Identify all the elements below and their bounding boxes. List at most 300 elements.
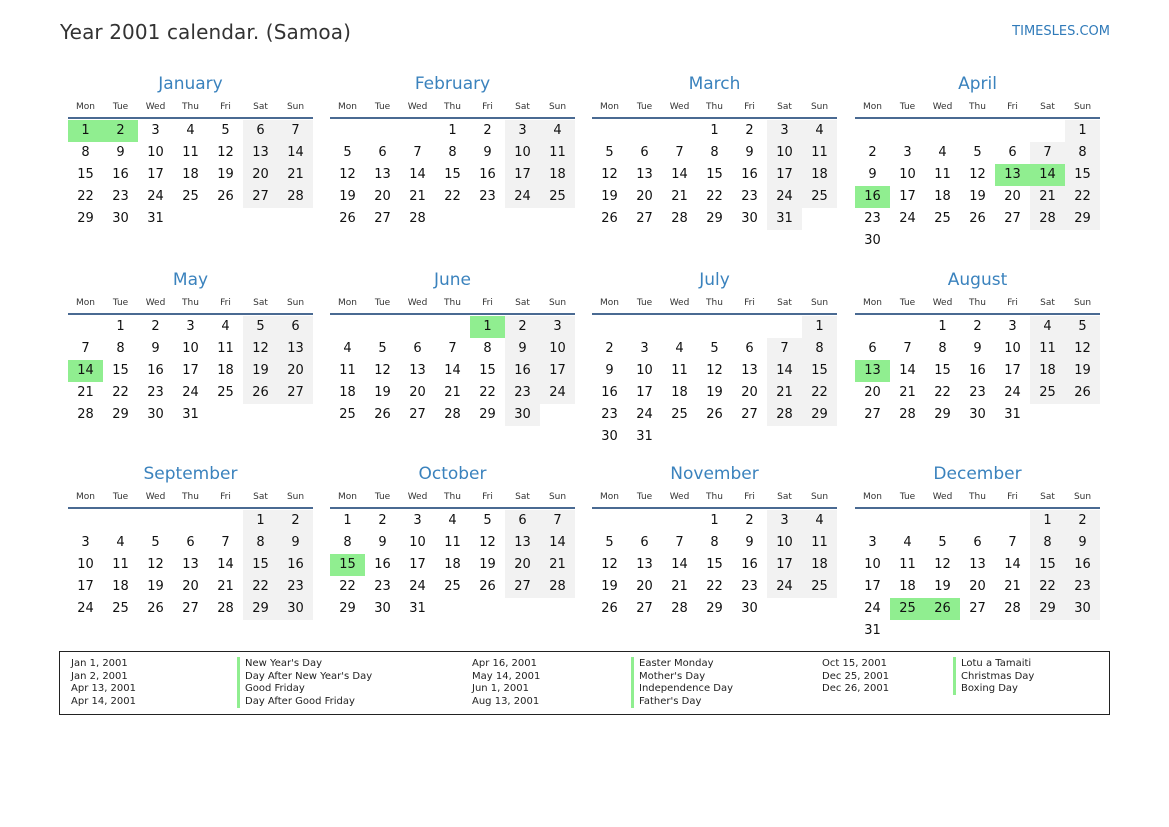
day-cell: 16 (969, 363, 986, 378)
day-cell: 15 (444, 167, 461, 182)
weekday-label: Fri (220, 298, 231, 308)
legend-date: Dec 25, 2001 (822, 670, 890, 682)
day-cell: 8 (81, 145, 90, 160)
day-cell: 14 (767, 360, 802, 382)
day-cell: 13 (969, 557, 986, 572)
day-cell: 17 (636, 385, 653, 400)
day-cell: 10 (147, 145, 164, 160)
day-cell: 7 (767, 338, 802, 360)
weekday-header (68, 492, 313, 504)
weekday-label: Fri (482, 298, 493, 308)
day-cell: 29 (112, 407, 129, 422)
day-cell: 9 (116, 145, 125, 160)
day-cell: 18 (540, 164, 575, 186)
day-cell: 27 (741, 407, 758, 422)
day-cell: 4 (802, 510, 837, 532)
day-cell: 16 (147, 363, 164, 378)
day-cell: 22 (77, 189, 94, 204)
day-cell: 8 (802, 338, 837, 360)
day-cell: 19 (243, 360, 278, 382)
day-cell: 12 (934, 557, 951, 572)
day-cell: 21 (899, 385, 916, 400)
month-name: January (158, 74, 223, 94)
weekday-label: Mon (600, 102, 619, 112)
weekday-label: Thu (706, 298, 723, 308)
weekday-label: Sat (777, 102, 792, 112)
weekday-label: Mon (76, 102, 95, 112)
day-cell: 30 (864, 233, 881, 248)
day-cell: 3 (903, 145, 912, 160)
day-cell: 9 (605, 363, 614, 378)
day-cell: 28 (1004, 601, 1021, 616)
day-cell: 20 (1004, 189, 1021, 204)
weekday-label: Tue (636, 492, 653, 502)
day-cell: 25 (444, 579, 461, 594)
day-cell: 14 (217, 557, 234, 572)
month-name: August (947, 270, 1008, 290)
day-cell: 7 (540, 510, 575, 532)
day-cell: 28 (217, 601, 234, 616)
day-cell: 2 (1065, 510, 1100, 532)
day-cell: 30 (374, 601, 391, 616)
holiday-day-cell: 1 (68, 120, 103, 142)
day-cell: 29 (243, 598, 278, 620)
day-cell: 13 (243, 142, 278, 164)
day-cell: 31 (1004, 407, 1021, 422)
header-divider (330, 507, 575, 509)
weekday-header (330, 298, 575, 310)
header-divider (330, 313, 575, 315)
day-cell: 28 (444, 407, 461, 422)
day-cell: 3 (81, 535, 90, 550)
day-cell: 20 (409, 385, 426, 400)
day-cell: 12 (147, 557, 164, 572)
legend-date: Apr 16, 2001 (472, 658, 538, 669)
day-cell: 16 (601, 385, 618, 400)
day-cell: 18 (217, 363, 234, 378)
day-cell: 6 (278, 316, 313, 338)
weekday-header (330, 102, 575, 114)
weekday-label: Tue (899, 298, 916, 308)
day-cell: 31 (147, 211, 164, 226)
day-cell: 12 (601, 167, 618, 182)
day-cell: 17 (1004, 363, 1021, 378)
day-cell: 22 (444, 189, 461, 204)
day-cell: 5 (605, 145, 614, 160)
day-cell: 2 (605, 341, 614, 356)
day-cell: 27 (864, 407, 881, 422)
day-cell: 1 (1065, 120, 1100, 142)
day-cell: 19 (601, 579, 618, 594)
weekday-label: Sun (810, 102, 829, 112)
day-cell: 22 (479, 385, 496, 400)
holiday-day-cell: 26 (925, 598, 960, 620)
day-cell: 8 (1030, 532, 1065, 554)
day-cell: 23 (505, 382, 540, 404)
day-cell: 30 (601, 429, 618, 444)
header-divider (855, 117, 1100, 119)
day-cell: 9 (151, 341, 160, 356)
day-cell: 4 (938, 145, 947, 160)
day-cell: 1 (1030, 510, 1065, 532)
day-cell: 20 (864, 385, 881, 400)
weekday-label: Wed (145, 492, 166, 502)
day-cell: 6 (413, 341, 422, 356)
day-cell: 12 (217, 145, 234, 160)
weekday-label: Sat (515, 298, 530, 308)
day-cell: 13 (636, 167, 653, 182)
day-cell: 17 (767, 554, 802, 576)
header-divider (592, 507, 837, 509)
weekday-label: Thu (444, 298, 461, 308)
day-cell: 11 (671, 363, 688, 378)
day-cell: 7 (221, 535, 230, 550)
weekday-label: Mon (76, 492, 95, 502)
day-cell: 13 (278, 338, 313, 360)
day-cell: 2 (505, 316, 540, 338)
day-cell: 7 (675, 535, 684, 550)
weekday-label: Fri (482, 492, 493, 502)
legend-date: Oct 15, 2001 (822, 658, 887, 669)
weekday-label: Tue (112, 298, 129, 308)
day-cell: 1 (343, 513, 352, 528)
day-cell: 27 (1004, 211, 1021, 226)
day-cell: 23 (278, 576, 313, 598)
day-cell: 20 (969, 579, 986, 594)
holiday-day-cell: 15 (330, 554, 365, 576)
day-cell: 10 (767, 142, 802, 164)
weekday-header (592, 102, 837, 114)
day-cell: 10 (409, 535, 426, 550)
day-cell: 26 (479, 579, 496, 594)
day-cell: 27 (243, 186, 278, 208)
day-cell: 9 (1065, 532, 1100, 554)
day-cell: 15 (706, 167, 723, 182)
day-cell: 25 (1030, 382, 1065, 404)
day-cell: 6 (640, 145, 649, 160)
day-cell: 18 (671, 385, 688, 400)
day-cell: 2 (868, 145, 877, 160)
day-cell: 15 (1065, 164, 1100, 186)
day-cell: 4 (343, 341, 352, 356)
day-cell: 27 (969, 601, 986, 616)
day-cell: 2 (745, 513, 754, 528)
day-cell: 20 (505, 554, 540, 576)
day-cell: 6 (868, 341, 877, 356)
day-cell: 24 (409, 579, 426, 594)
day-cell: 24 (77, 601, 94, 616)
day-cell: 22 (706, 189, 723, 204)
weekday-label: Thu (969, 102, 986, 112)
legend-holiday-name: Mother's Day (631, 670, 705, 683)
day-cell: 24 (767, 186, 802, 208)
day-cell: 26 (601, 601, 618, 616)
day-cell: 23 (969, 385, 986, 400)
legend-holiday-name: Independence Day (631, 682, 733, 695)
day-cell: 5 (378, 341, 387, 356)
holiday-day-cell: 13 (995, 164, 1030, 186)
day-cell: 4 (448, 513, 457, 528)
weekday-header (592, 492, 837, 504)
day-cell: 18 (802, 164, 837, 186)
day-cell: 24 (505, 186, 540, 208)
legend-holiday-name: Christmas Day (953, 670, 1034, 683)
month-name: May (172, 270, 209, 290)
day-cell: 11 (934, 167, 951, 182)
day-cell: 15 (479, 363, 496, 378)
legend-holiday-name: Day After Good Friday (237, 695, 355, 708)
day-cell: 12 (339, 167, 356, 182)
day-cell: 20 (636, 189, 653, 204)
weekday-label: Thu (182, 102, 199, 112)
day-cell: 10 (899, 167, 916, 182)
day-cell: 16 (1065, 554, 1100, 576)
day-cell: 28 (1030, 208, 1065, 230)
day-cell: 12 (1065, 338, 1100, 360)
weekday-label: Mon (863, 102, 882, 112)
site-link[interactable]: TIMESLES.COM (1012, 24, 1110, 39)
day-cell: 20 (741, 385, 758, 400)
weekday-header (68, 102, 313, 114)
day-cell: 26 (706, 407, 723, 422)
day-cell: 22 (243, 576, 278, 598)
day-cell: 21 (444, 385, 461, 400)
weekday-label: Wed (145, 102, 166, 112)
day-cell: 31 (864, 623, 881, 638)
legend-holiday-name: Boxing Day (953, 682, 1018, 695)
day-cell: 25 (802, 576, 837, 598)
day-cell: 23 (1065, 576, 1100, 598)
day-cell: 5 (343, 145, 352, 160)
weekday-label: Sun (286, 492, 305, 502)
day-cell: 30 (1065, 598, 1100, 620)
day-cell: 19 (339, 189, 356, 204)
day-cell: 17 (409, 557, 426, 572)
day-cell: 4 (116, 535, 125, 550)
header-divider (592, 313, 837, 315)
weekday-label: Sun (810, 492, 829, 502)
day-cell: 28 (671, 211, 688, 226)
weekday-label: Mon (863, 492, 882, 502)
weekday-header (855, 102, 1100, 114)
day-cell: 24 (864, 601, 881, 616)
day-cell: 18 (802, 554, 837, 576)
day-cell: 17 (182, 363, 199, 378)
day-cell: 18 (182, 167, 199, 182)
day-cell: 15 (1030, 554, 1065, 576)
day-cell: 30 (147, 407, 164, 422)
day-cell: 13 (741, 363, 758, 378)
day-cell: 14 (540, 532, 575, 554)
day-cell: 1 (710, 123, 719, 138)
weekday-label: Fri (1007, 102, 1018, 112)
month-name: November (670, 464, 759, 484)
day-cell: 29 (802, 404, 837, 426)
day-cell: 26 (339, 211, 356, 226)
month-name: June (433, 270, 472, 290)
weekday-label: Mon (338, 298, 357, 308)
day-cell: 20 (182, 579, 199, 594)
day-cell: 2 (378, 513, 387, 528)
page-title: Year 2001 calendar. (Samoa) (60, 20, 352, 44)
day-cell: 24 (147, 189, 164, 204)
day-cell: 8 (448, 145, 457, 160)
weekday-label: Sat (1040, 102, 1055, 112)
day-cell: 26 (969, 211, 986, 226)
day-cell: 30 (278, 598, 313, 620)
weekday-label: Mon (338, 102, 357, 112)
day-cell: 3 (505, 120, 540, 142)
day-cell: 25 (671, 407, 688, 422)
day-cell: 16 (479, 167, 496, 182)
day-cell: 10 (767, 532, 802, 554)
day-cell: 28 (409, 211, 426, 226)
day-cell: 28 (899, 407, 916, 422)
day-cell: 8 (710, 145, 719, 160)
day-cell: 29 (706, 601, 723, 616)
weekday-label: Fri (744, 102, 755, 112)
legend-date: Dec 26, 2001 (822, 683, 890, 695)
weekday-label: Wed (932, 102, 953, 112)
legend-holiday-name: Day After New Year's Day (237, 670, 372, 683)
day-cell: 12 (601, 557, 618, 572)
day-cell: 8 (116, 341, 125, 356)
weekday-label: Tue (374, 492, 391, 502)
day-cell: 15 (802, 360, 837, 382)
weekday-label: Wed (407, 298, 428, 308)
day-cell: 26 (243, 382, 278, 404)
day-cell: 11 (182, 145, 199, 160)
weekday-label: Sat (515, 102, 530, 112)
legend-holiday-name: Father's Day (631, 695, 701, 708)
day-cell: 17 (864, 579, 881, 594)
day-cell: 26 (1065, 382, 1100, 404)
header-divider (855, 507, 1100, 509)
day-cell: 25 (112, 601, 129, 616)
day-cell: 15 (934, 363, 951, 378)
day-cell: 9 (505, 338, 540, 360)
day-cell: 9 (973, 341, 982, 356)
legend-date: Jun 1, 2001 (472, 683, 529, 695)
day-cell: 29 (339, 601, 356, 616)
day-cell: 22 (339, 579, 356, 594)
month-name: December (933, 464, 1022, 484)
day-cell: 23 (112, 189, 129, 204)
weekday-header (68, 298, 313, 310)
day-cell: 24 (636, 407, 653, 422)
weekday-label: Sat (1040, 492, 1055, 502)
weekday-label: Sat (253, 102, 268, 112)
header-divider (592, 117, 837, 119)
day-cell: 2 (483, 123, 492, 138)
day-cell: 10 (77, 557, 94, 572)
legend-date: Apr 14, 2001 (71, 695, 137, 707)
day-cell: 24 (540, 382, 575, 404)
day-cell: 3 (186, 319, 195, 334)
legend-holiday-name: Good Friday (237, 682, 305, 695)
day-cell: 16 (741, 557, 758, 572)
weekday-label: Sat (777, 298, 792, 308)
weekday-label: Sun (286, 298, 305, 308)
day-cell: 10 (1004, 341, 1021, 356)
day-cell: 9 (378, 535, 387, 550)
weekday-label: Wed (145, 298, 166, 308)
day-cell: 2 (278, 510, 313, 532)
day-cell: 2 (151, 319, 160, 334)
day-cell: 5 (483, 513, 492, 528)
day-cell: 15 (112, 363, 129, 378)
day-cell: 6 (243, 120, 278, 142)
weekday-label: Wed (932, 492, 953, 502)
day-cell: 13 (505, 532, 540, 554)
day-cell: 16 (278, 554, 313, 576)
day-cell: 31 (409, 601, 426, 616)
day-cell: 19 (706, 385, 723, 400)
day-cell: 3 (640, 341, 649, 356)
weekday-label: Tue (636, 102, 653, 112)
weekday-label: Fri (1007, 492, 1018, 502)
day-cell: 9 (745, 535, 754, 550)
day-cell: 7 (675, 145, 684, 160)
legend-holiday-name: Easter Monday (631, 657, 714, 670)
day-cell: 12 (706, 363, 723, 378)
day-cell: 5 (221, 123, 230, 138)
day-cell: 11 (444, 535, 461, 550)
header-divider (68, 117, 313, 119)
weekday-label: Thu (969, 298, 986, 308)
weekday-label: Sat (515, 492, 530, 502)
weekday-label: Tue (112, 102, 129, 112)
day-cell: 4 (1030, 316, 1065, 338)
weekday-label: Fri (744, 492, 755, 502)
day-cell: 17 (767, 164, 802, 186)
day-cell: 5 (938, 535, 947, 550)
day-cell: 25 (182, 189, 199, 204)
day-cell: 29 (1030, 598, 1065, 620)
day-cell: 7 (1030, 142, 1065, 164)
weekday-label: Wed (669, 298, 690, 308)
day-cell: 21 (278, 164, 313, 186)
weekday-label: Tue (374, 102, 391, 112)
day-cell: 1 (116, 319, 125, 334)
weekday-label: Thu (444, 492, 461, 502)
day-cell: 12 (969, 167, 986, 182)
weekday-label: Thu (969, 492, 986, 502)
month-name: April (958, 74, 997, 94)
day-cell: 11 (540, 142, 575, 164)
day-cell: 16 (741, 167, 758, 182)
day-cell: 27 (374, 211, 391, 226)
weekday-header (592, 298, 837, 310)
weekday-label: Tue (899, 102, 916, 112)
legend-date: Apr 13, 2001 (71, 683, 137, 695)
day-cell: 18 (1030, 360, 1065, 382)
month-name: July (699, 270, 730, 290)
weekday-label: Tue (112, 492, 129, 502)
day-cell: 23 (479, 189, 496, 204)
day-cell: 6 (1008, 145, 1017, 160)
day-cell: 20 (636, 579, 653, 594)
weekday-label: Thu (444, 102, 461, 112)
day-cell: 10 (636, 363, 653, 378)
day-cell: 21 (671, 579, 688, 594)
day-cell: 31 (636, 429, 653, 444)
legend-date: May 14, 2001 (472, 670, 541, 682)
day-cell: 4 (802, 120, 837, 142)
day-cell: 28 (767, 404, 802, 426)
day-cell: 29 (934, 407, 951, 422)
legend-date: Jan 2, 2001 (71, 670, 128, 682)
